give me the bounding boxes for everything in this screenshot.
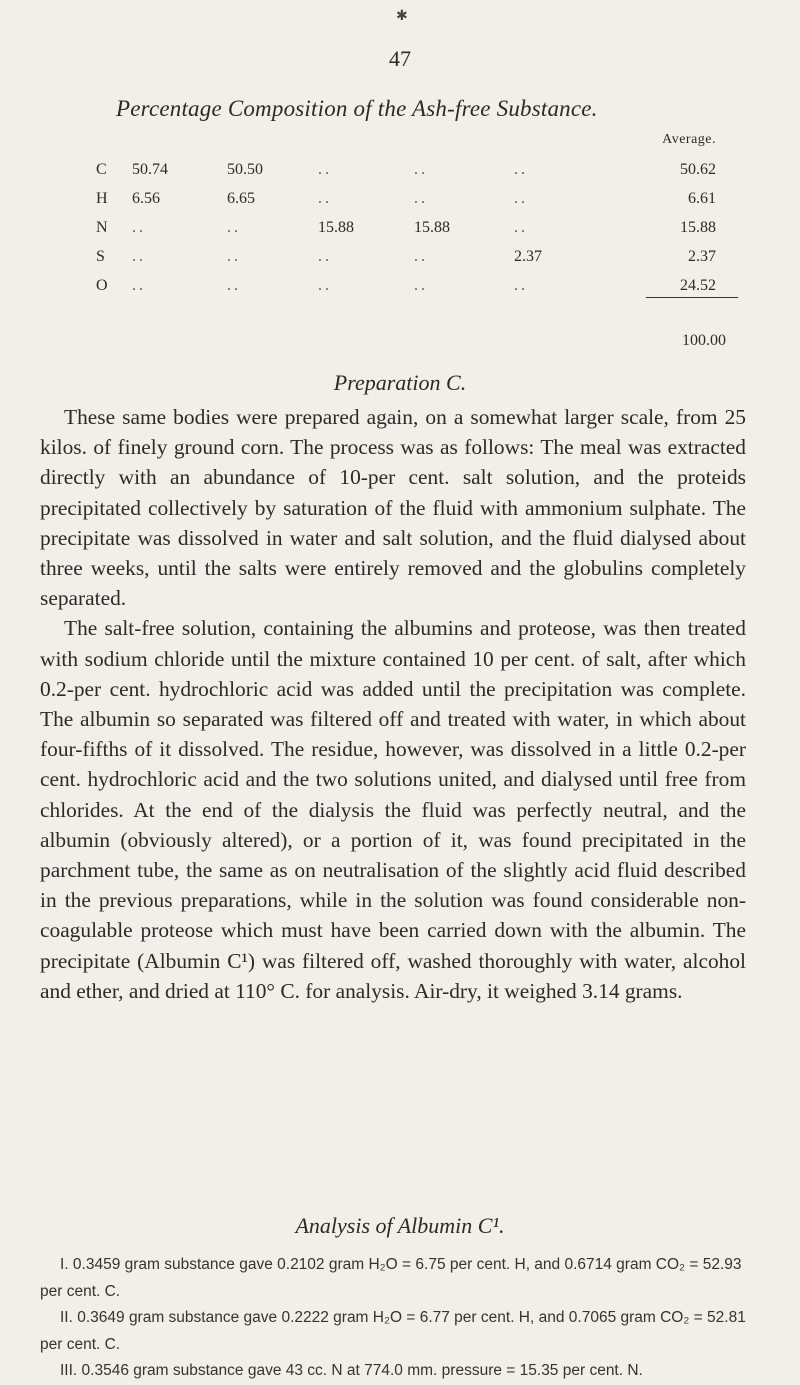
analysis-item: I. 0.3459 gram substance gave 0.2102 gram H₂O = 6.75 per cent. H, and 0.6714 gram CO₂ = 52.93 per cent. C. <box>40 1256 742 1300</box>
table-cell: .. <box>132 219 146 236</box>
element-label: C <box>96 161 107 178</box>
table-cell: .. <box>514 219 528 236</box>
table-cell: .. <box>227 219 241 236</box>
table-cell: .. <box>414 248 428 265</box>
analysis-heading: Analysis of Albumin C¹. <box>295 1213 505 1238</box>
preparation-text <box>40 402 746 1006</box>
table-cell: .. <box>227 277 241 294</box>
table-cell: .. <box>414 161 428 178</box>
table-row <box>96 277 730 306</box>
table-row <box>96 219 730 248</box>
table-cell: .. <box>414 277 428 294</box>
table-title: Percentage Composition of the Ash-free Substance. <box>116 96 598 121</box>
table-cell: 50.50 <box>227 161 263 178</box>
table-row <box>96 190 730 219</box>
table-row <box>96 161 730 190</box>
composition-table <box>96 132 730 306</box>
table-header-row <box>96 132 730 161</box>
table-row <box>96 248 730 277</box>
table-cell: .. <box>318 190 332 207</box>
element-label: N <box>96 219 108 236</box>
total-rule <box>646 297 738 298</box>
average-cell: 50.62 <box>680 161 716 178</box>
table-cell: .. <box>132 248 146 265</box>
paragraph: These same bodies were prepared again, on a somewhat larger scale, from 25 kilos. of finely ground corn. The process was as follows: The meal was extracted directly with an abundance of 10-per cent. salt solution, and the proteids precipitated collectively by saturation of the fluid with ammonium sulphate. The precipitate was dissolved in water and salt solution, and the fluid dialysed about three weeks, until the salts were entirely removed and the globulins completely separated. <box>40 405 746 611</box>
element-label: S <box>96 248 105 265</box>
table-total: 100.00 <box>682 332 726 349</box>
table-cell: 6.65 <box>227 190 255 207</box>
element-label: H <box>96 190 108 207</box>
average-cell: 15.88 <box>680 219 716 236</box>
table-cell: .. <box>514 161 528 178</box>
average-cell: 6.61 <box>688 190 716 207</box>
table-cell: .. <box>414 190 428 207</box>
preparation-heading: Preparation C. <box>333 370 467 395</box>
average-column-header: Average. <box>662 132 716 147</box>
table-cell: .. <box>318 161 332 178</box>
table-cell: .. <box>318 248 332 265</box>
table-cell: 15.88 <box>414 219 450 236</box>
average-cell: 2.37 <box>688 248 716 265</box>
table-cell: .. <box>132 277 146 294</box>
analysis-item: II. 0.3649 gram substance gave 0.2222 gram H₂O = 6.77 per cent. H, and 0.7065 gram CO₂ = 52.81 per cent. C. <box>40 1309 746 1353</box>
table-cell: .. <box>227 248 241 265</box>
element-label: O <box>96 277 108 294</box>
analysis-list <box>40 1252 746 1385</box>
table-cell: 2.37 <box>514 248 542 265</box>
paragraph: The salt-free solution, containing the albumins and proteose, was then treated with sodium chloride until the mixture contained 10 per cent. of salt, after which 0.2-per cent. hydrochloric acid was added until the precipitation was complete. The albumin so separated was filtered off and treated with water, in which about four-fifths of it dissolved. The residue, however, was dissolved in a little 0.2-per cent. hydrochloric acid and the two solutions united, and dialysed until free from chlorides. At the end of the dialysis the fluid was perfectly neutral, and the albumin (obviously altered), or a portion of it, was found precipitated in the parchment tube, the same as on neutralisation of the slightly acid fluid described in the previous preparations, while in the solution was found considerable non-coagulable proteose which must have been carried down with the albumin. The precipitate (Albumin C¹) was filtered off, washed thoroughly with water, alcohol and ether, and dried at 110° C. for analysis. Air-dry, it weighed 3.14 grams. <box>40 616 746 1003</box>
table-cell: 6.56 <box>132 190 160 207</box>
top-mark: ✱ <box>396 9 408 24</box>
table-cell: 15.88 <box>318 219 354 236</box>
table-cell: .. <box>514 190 528 207</box>
analysis-item: III. 0.3546 gram substance gave 43 cc. N at 774.0 mm. pressure = 15.35 per cent. N. <box>60 1362 643 1379</box>
page-number: 47 <box>389 46 411 71</box>
table-cell: .. <box>514 277 528 294</box>
average-cell: 24.52 <box>680 277 716 294</box>
table-cell: .. <box>318 277 332 294</box>
table-cell: 50.74 <box>132 161 168 178</box>
